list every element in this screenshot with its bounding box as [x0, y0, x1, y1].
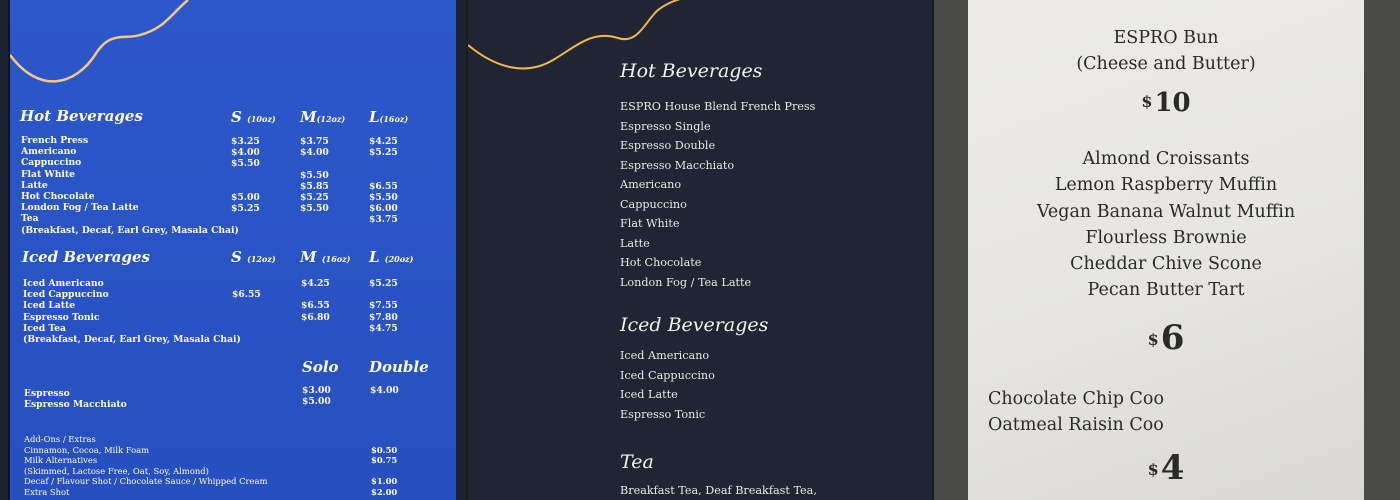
iced-s-prices: [232, 278, 261, 345]
addon-items: [24, 434, 267, 498]
menu-item: Americano: [21, 146, 77, 158]
addon-item: Add-Ons / Extras: [24, 434, 96, 444]
menu-item: London Fog / Tea Latte: [21, 202, 139, 214]
price: [370, 396, 399, 407]
hot-m-prices: [300, 136, 329, 237]
price: [300, 214, 329, 225]
price-4: $4: [1147, 448, 1185, 488]
menu-item: Flat White: [21, 168, 75, 180]
menu-item: Vegan Banana Walnut Muffin: [1036, 201, 1296, 222]
price: [231, 181, 260, 192]
price: [232, 312, 261, 323]
hot-m-head: M(12oz): [300, 108, 346, 126]
bun-name: ESPRO Bun: [1113, 28, 1219, 48]
price: $5.50: [369, 192, 398, 204]
price: $5.25: [369, 147, 398, 159]
price: [232, 334, 261, 345]
price: $5.00: [231, 192, 260, 204]
price-10: $10: [1141, 88, 1191, 118]
espresso-items: [24, 388, 127, 410]
price: $7.80: [369, 311, 398, 323]
iced-m-head: M (16oz): [300, 248, 351, 266]
hot-items: [21, 135, 239, 236]
printed-card-photo: [934, 0, 1400, 500]
price: $3.25: [231, 136, 260, 147]
hot-heading-2: Hot Beverages: [620, 60, 763, 82]
addon-item: Milk Alternatives: [24, 455, 98, 466]
price: [232, 300, 261, 311]
price: $5.85: [300, 180, 329, 192]
menu-item: French Press: [21, 135, 89, 146]
price: $6.00: [369, 203, 398, 215]
price: [301, 289, 330, 300]
price: $4.25: [301, 278, 330, 289]
menu-item: Iced Americano: [23, 278, 104, 289]
blue-menu-board-photo: [0, 0, 466, 500]
menu-item: London Fog / Tea Latte: [620, 275, 752, 289]
price: $4.25: [369, 136, 398, 147]
price: $5.50: [300, 203, 329, 215]
price: $0.75: [371, 455, 398, 466]
menu-item: Hot Chocolate: [620, 256, 702, 269]
addon-prices: [371, 434, 397, 498]
addon-item: Decaf / Flavour Shot / Chocolate Sauce / Whipped Cream: [24, 476, 268, 487]
price: $6.80: [301, 311, 330, 323]
menu-item: Espresso Macchiato: [24, 399, 127, 411]
menu-item: Iced Latte: [23, 300, 76, 312]
menu-item: Espresso Macchiato: [620, 158, 735, 172]
dark-menu-photo: [468, 0, 932, 500]
menu-item: Breakfast Tea, Deaf Breakfast Tea,: [620, 484, 817, 497]
menu-item: Oatmeal Raisin Coo: [988, 415, 1164, 436]
menu-item: Espresso Tonic: [23, 311, 100, 323]
menu-item: Flourless Brownie: [1085, 227, 1247, 248]
price: [301, 323, 330, 334]
price: $3.75: [300, 136, 329, 147]
price: $4.00: [370, 385, 399, 396]
menu-item: Iced Cappuccino: [23, 289, 109, 301]
price: $5.25: [369, 278, 398, 289]
price: $3.00: [302, 385, 331, 396]
hot-s-head: S (10oz): [231, 108, 276, 126]
iced-m-prices: [301, 278, 330, 345]
menu-item: Espresso Single: [620, 119, 711, 133]
price: [231, 226, 260, 237]
price: [369, 226, 398, 237]
menu-item: Almond Croissants: [1082, 149, 1250, 169]
hot-heading: Hot Beverages: [20, 107, 143, 125]
menu-item: (Breakfast, Decaf, Earl Grey, Masala Chai): [23, 334, 241, 346]
board-frame-left: [8, 0, 10, 500]
price: $0.50: [371, 444, 398, 455]
price: $5.50: [231, 158, 260, 170]
iced-list-2: [620, 346, 715, 424]
menu-item: Espresso: [24, 388, 70, 399]
menu-item: Iced Americano: [620, 349, 710, 362]
solo-prices: [302, 385, 331, 407]
menu-item: Iced Tea: [23, 322, 66, 334]
price: [371, 434, 397, 445]
menu-item: Cappuccino: [21, 157, 82, 169]
price: [369, 158, 398, 169]
hot-s-prices: [231, 136, 260, 237]
price: $3.75: [369, 214, 398, 226]
menu-item: Espresso Double: [620, 139, 716, 152]
price: [301, 334, 330, 345]
menu-item: Americano: [620, 178, 682, 191]
price: $2.00: [371, 486, 398, 497]
iced-l-head: L (20oz): [369, 248, 414, 266]
wave-decoration: [0, 0, 466, 110]
price: [232, 278, 261, 289]
iced-l-prices: [369, 278, 398, 345]
menu-item: Hot Chocolate: [21, 191, 95, 203]
price: [231, 214, 260, 225]
price: $6.55: [369, 180, 398, 192]
price: $4.00: [300, 147, 329, 159]
menu-item: Chocolate Chip Coo: [988, 389, 1164, 409]
menu-item: Latte: [21, 179, 48, 191]
addon-item: (Skimmed, Lactose Free, Oat, Soy, Almond): [24, 465, 209, 476]
price: [300, 158, 329, 169]
addon-item: Extra Shot: [24, 486, 70, 497]
hot-l-head: L(16oz): [369, 108, 409, 126]
price: [369, 334, 398, 345]
price: [369, 170, 398, 181]
menu-item: Cappuccino: [620, 197, 687, 211]
price: $6.55: [301, 300, 330, 312]
price: $4.00: [231, 147, 260, 159]
price: [300, 226, 329, 237]
iced-heading-2: Iced Beverages: [620, 314, 769, 336]
price: $5.25: [300, 192, 329, 204]
menu-item: Cheddar Chive Scone: [1070, 254, 1262, 275]
price: $7.55: [369, 300, 398, 312]
menu-item: Iced Cappuccino: [620, 368, 715, 382]
bun-detail: (Cheese and Butter): [1076, 54, 1256, 74]
price: $5.00: [302, 396, 331, 408]
tea-heading-2: Tea: [620, 451, 654, 473]
double-head: Double: [369, 358, 429, 376]
iced-heading: Iced Beverages: [22, 248, 150, 266]
iced-items: [23, 278, 241, 345]
tea-list-2: [620, 481, 817, 500]
price: $1.00: [371, 476, 398, 487]
pastry-list: [968, 146, 1364, 304]
menu-item: Flat White: [620, 217, 680, 230]
price: [371, 466, 397, 477]
menu-item: Latte: [620, 236, 650, 250]
price: $4.75: [369, 322, 398, 334]
menu-item: (Breakfast, Decaf, Earl Grey, Masala Chai): [21, 224, 239, 236]
price: [231, 170, 260, 181]
hot-list-2: [620, 97, 815, 292]
hot-l-prices: [369, 136, 398, 237]
cookie-list: [988, 386, 1364, 439]
menu-item: Espresso Tonic: [620, 407, 706, 421]
solo-head: Solo: [302, 358, 339, 376]
double-prices: [370, 385, 399, 407]
price: $6.55: [232, 289, 261, 301]
menu-item: Tea: [21, 213, 39, 225]
price: [232, 323, 261, 334]
iced-s-head: S (12oz): [231, 248, 276, 266]
price-6: $6: [1147, 318, 1185, 358]
price: $5.50: [300, 169, 329, 181]
menu-item: Lemon Raspberry Muffin: [1054, 175, 1278, 196]
addon-item: Cinnamon, Cocoa, Milk Foam: [24, 444, 150, 455]
menu-item: Pecan Butter Tart: [1087, 280, 1245, 301]
price: $5.25: [231, 203, 260, 215]
price: [369, 289, 398, 300]
menu-item: Iced Latte: [620, 388, 678, 401]
menu-item: ESPRO House Blend French Press: [620, 100, 816, 113]
